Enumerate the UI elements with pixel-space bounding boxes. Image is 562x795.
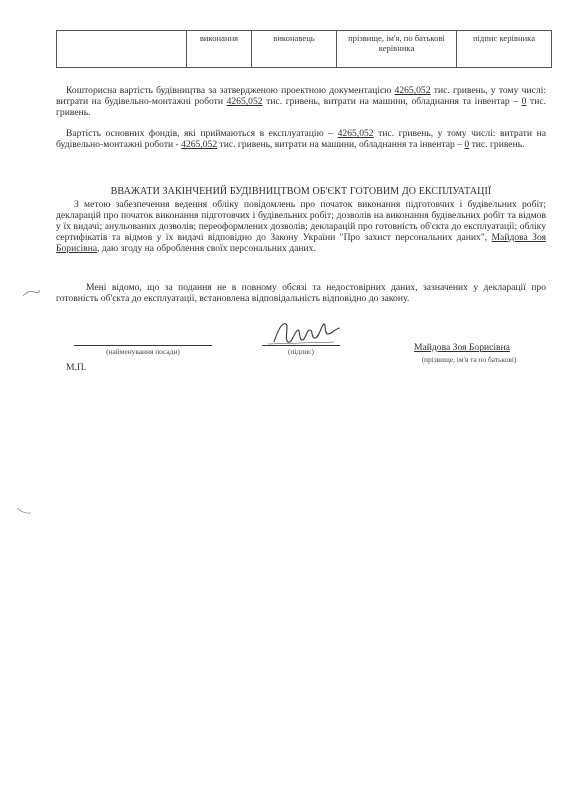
text: тис. гривень, витрати на машини, обладнання та інвентар – — [262, 96, 522, 107]
person-name: Майдова Зоя Борисівна — [56, 232, 547, 254]
fixed-assets-paragraph — [56, 128, 546, 150]
text: тис. гривень, у тому числі: витрати на будівельно-монтажні роботи - — [56, 128, 546, 150]
construction-cost-paragraph — [56, 85, 546, 118]
cost-value: 4265,052 — [394, 85, 431, 96]
table-cell — [57, 31, 187, 68]
text: Вартість основних фондів, які приймаються в експлуатацію – — [66, 128, 338, 139]
text: Кошторисна вартість будівництва за затвердженою проектною документацією — [66, 85, 395, 96]
consent-paragraph — [56, 199, 546, 254]
signature-caption: (підпис) — [288, 347, 314, 356]
text: З метою забезпечення ведення обліку повідомлень про початок виконання підготовчих і будівельних робіт; декларацій про початок виконання підготовчих і будівельних робіт; дозволів на виконання будівельних робіт та відмов у їх видачі; анульованих дозволів; переоформлених дозволів; декларацій про готовність об'єкта до експлуатації; обліку сертифікатів та відмов у їх видачі відповідно до Закону України "Про захист персональних даних", — [56, 199, 546, 243]
works-value: 4265,052 — [226, 96, 263, 107]
table-cell: підпис керівника — [457, 31, 552, 68]
text: , даю згоду на оброблення своїх персональних даних. — [97, 243, 316, 254]
assets-value: 4265,052 — [337, 128, 374, 139]
equipment-value: 0 — [521, 96, 527, 107]
table-cell: прізвище, ім'я, по батькові керівника — [337, 31, 457, 68]
equipment-value: 0 — [464, 139, 470, 150]
text: тис. гривень, витрати на машини, обладнання та інвентар – — [217, 139, 465, 150]
text: тис. гривень. — [469, 139, 525, 150]
scan-mark-icon — [22, 288, 40, 298]
section-heading: ВВАЖАТИ ЗАКІНЧЕНИЙ БУДІВНИЦТВОМ ОБ'ЄКТ ГОТОВИМ ДО ЕКСПЛУАТАЦІЇ — [110, 186, 492, 197]
handwritten-signature-icon — [264, 316, 344, 348]
stamp-place-label: М.П. — [66, 362, 87, 373]
text: тис. гривень, у тому числі: витрати на будівельно-монтажні роботи — [56, 85, 546, 107]
text: тис. гривень. — [56, 96, 547, 118]
table-cell: виконавець — [252, 31, 337, 68]
name-caption: (прізвище, ім'я та по батькові) — [421, 355, 517, 364]
form-table-fragment — [56, 30, 552, 68]
works-value: 4265,052 — [181, 139, 218, 150]
position-caption: (найменування посади) — [106, 347, 180, 356]
table-cell: виконання — [187, 31, 252, 68]
scan-mark-icon — [16, 506, 32, 516]
position-line — [74, 345, 212, 346]
responsibility-paragraph: Мені відомо, що за подання не в повному обсязі та недостовірних даних, зазначених у декларації про готовність об'єкта до експлуатації, встановлена відповідальність відповідно до закону. — [56, 282, 546, 304]
signature-line — [262, 345, 340, 346]
signatory-name: Майдова Зоя Борисівна — [414, 342, 510, 353]
table-row — [57, 31, 552, 68]
